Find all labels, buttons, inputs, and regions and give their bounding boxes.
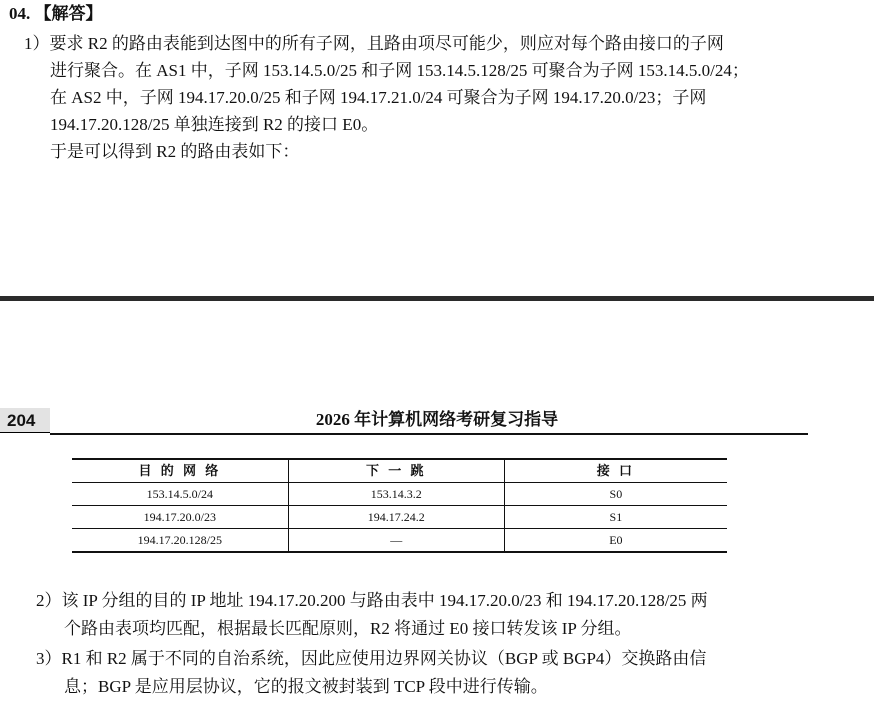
column-header-next-hop: 下 一 跳 bbox=[288, 459, 504, 483]
answer-heading: 04. 【解答】 bbox=[9, 4, 103, 23]
answer-line-3: 在 AS2 中，子网 194.17.20.0/25 和子网 194.17.21.0/24 可聚合为子网 194.17.20.0/23；子网 bbox=[50, 88, 707, 107]
table-row bbox=[72, 506, 727, 529]
running-header: 2026 年计算机网络考研复习指导 bbox=[315, 410, 559, 429]
page-separator bbox=[0, 296, 874, 301]
cell-destination: 153.14.5.0/24 bbox=[72, 483, 288, 506]
cell-destination: 194.17.20.128/25 bbox=[72, 529, 288, 553]
column-header-interface: 接 口 bbox=[504, 459, 727, 483]
answer-line-1: 1）要求 R2 的路由表能到达图中的所有子网，且路由项尽可能少，则应对每个路由接口的子网 bbox=[24, 34, 724, 53]
cell-interface: E0 bbox=[504, 529, 727, 553]
column-header-destination: 目 的 网 络 bbox=[72, 459, 288, 483]
table-row bbox=[72, 483, 727, 506]
answer-line-4: 194.17.20.128/25 单独连接到 R2 的接口 E0。 bbox=[50, 115, 379, 134]
cell-interface: S1 bbox=[504, 506, 727, 529]
table-header-row bbox=[72, 459, 727, 483]
answer-line-2: 进行聚合。在 AS1 中，子网 153.14.5.0/25 和子网 153.14.5.128/25 可聚合为子网 153.14.5.0/24； bbox=[50, 61, 749, 80]
cell-interface: S0 bbox=[504, 483, 727, 506]
header-rule bbox=[50, 433, 808, 435]
answer-line-7: 个路由表项均匹配，根据最长匹配原则，R2 将通过 E0 接口转发该 IP 分组。 bbox=[64, 619, 632, 638]
answer-line-6: 2）该 IP 分组的目的 IP 地址 194.17.20.200 与路由表中 194.17.20.0/23 和 194.17.20.128/25 两 bbox=[36, 591, 708, 610]
cell-next-hop: 153.14.3.2 bbox=[288, 483, 504, 506]
cell-next-hop: — bbox=[288, 529, 504, 553]
table-row bbox=[72, 529, 727, 553]
routing-table bbox=[72, 458, 727, 553]
cell-next-hop: 194.17.24.2 bbox=[288, 506, 504, 529]
page-number: 204 bbox=[0, 408, 50, 433]
cell-destination: 194.17.20.0/23 bbox=[72, 506, 288, 529]
answer-line-9: 息；BGP 是应用层协议，它的报文被封装到 TCP 段中进行传输。 bbox=[64, 677, 548, 696]
answer-line-5: 于是可以得到 R2 的路由表如下： bbox=[50, 142, 300, 161]
answer-line-8: 3）R1 和 R2 属于不同的自治系统，因此应使用边界网关协议（BGP 或 BGP4）交换路由信 bbox=[36, 649, 707, 668]
